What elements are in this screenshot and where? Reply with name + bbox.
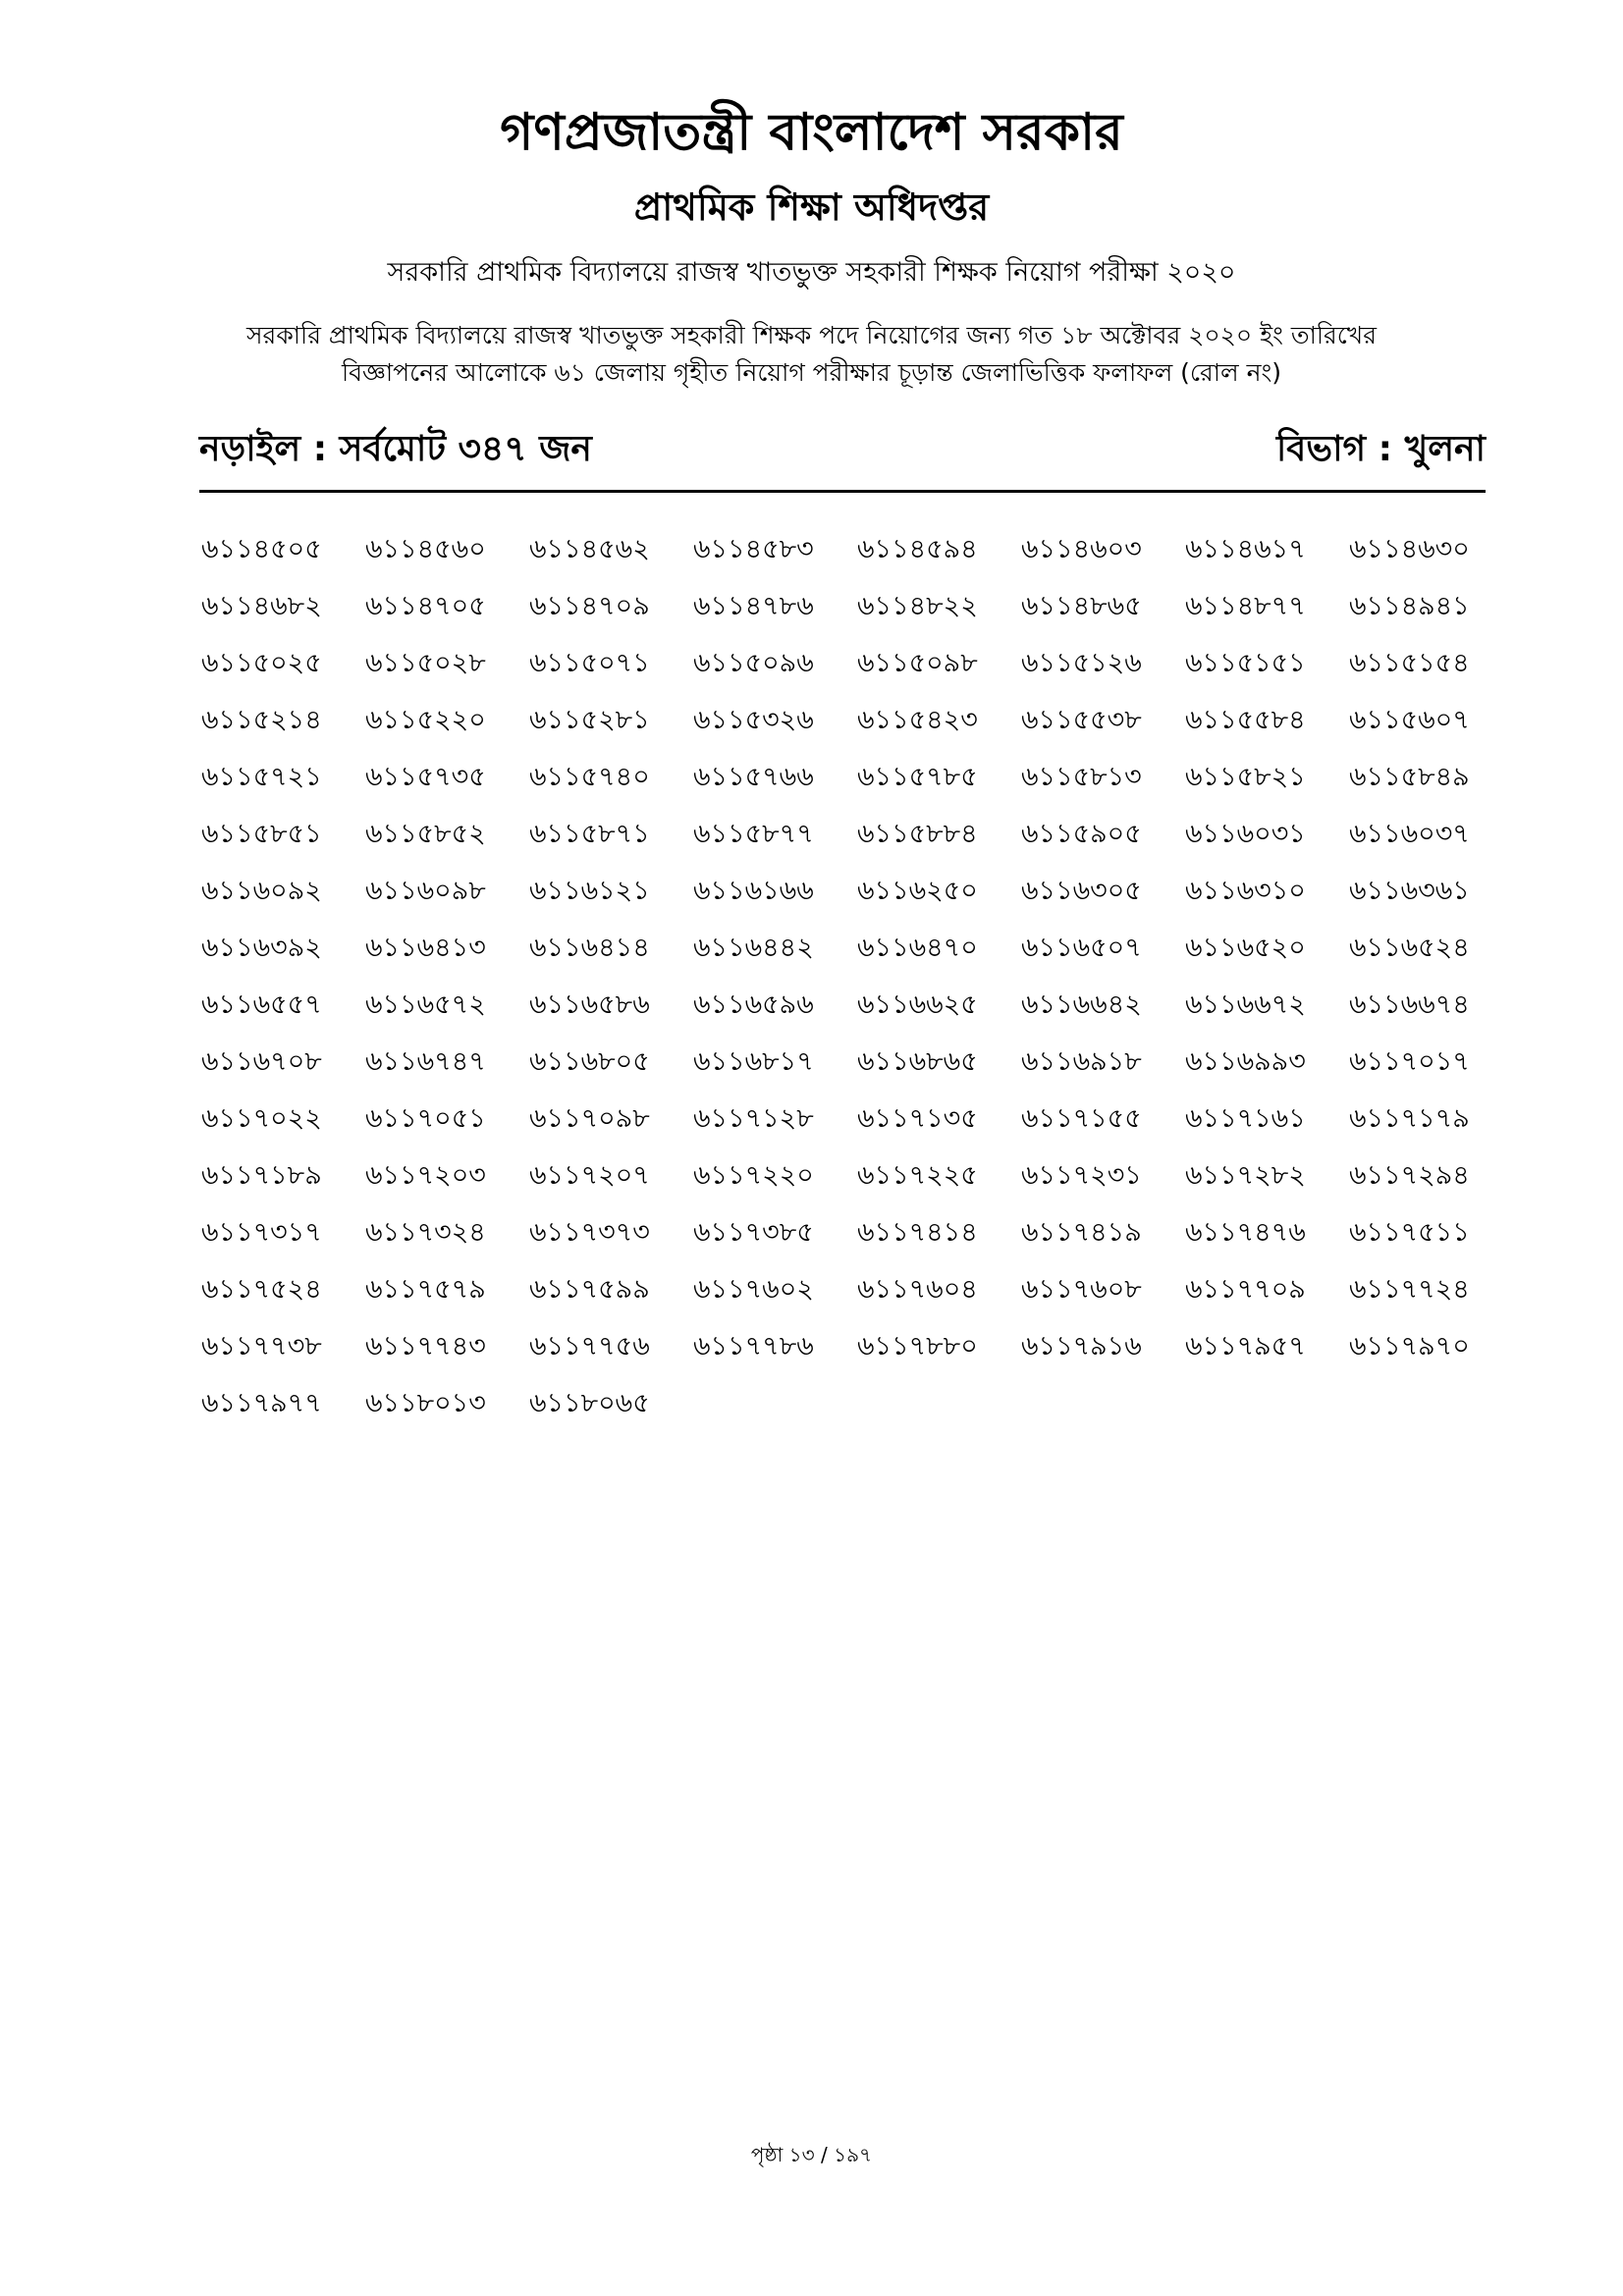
government-title: গণপ্রজাতন্ত্রী বাংলাদেশ সরকার [500,103,1123,162]
roll-number: ৬১১৪৫৯৪ [857,534,978,564]
roll-number: ৬১১৬৪৭০ [857,933,978,963]
roll-number: ৬১১৬৫৫৭ [201,989,322,1020]
roll-number: ৬১১৭৩২৪ [365,1217,486,1248]
roll-number: ৬১১৭৭৩৮ [201,1331,322,1362]
roll-number: ৬১১৬৬৭২ [1185,989,1306,1020]
roll-number: ৬১১৪৬০৩ [1021,534,1142,564]
roll-number: ৬১১৭১৩৫ [857,1103,978,1134]
roll-number: ৬১১৫৮৫২ [365,819,486,849]
roll-number: ৬১১৬৫০৭ [1021,933,1142,963]
roll-number: ৬১১৬৩১০ [1185,876,1306,906]
roll-number: ৬১১৬৬২৫ [857,989,978,1020]
roll-number: ৬১১৫৭২১ [201,762,322,792]
roll-number: ৬১১৭১২৮ [693,1103,814,1134]
header-divider [199,490,1486,493]
roll-number: ৬১১৪৮৭৭ [1185,591,1306,621]
division-name: বিভাগ : খুলনা [1275,429,1486,469]
roll-number: ৬১১৫৬০৭ [1349,705,1470,735]
roll-number: ৬১১৬৮৬৫ [857,1046,978,1077]
roll-number: ৬১১৬৭৪৭ [365,1046,486,1077]
roll-number: ৬১১৭১৬১ [1185,1103,1306,1134]
roll-number: ৬১১৬৯৯৩ [1185,1046,1306,1077]
roll-number: ৬১১৫৮২১ [1185,762,1306,792]
roll-number: ৬১১৫৮৮৪ [857,819,978,849]
roll-number: ৬১১৬০৩১ [1185,819,1306,849]
roll-number: ৬১১৬৩৯২ [201,933,322,963]
roll-number: ৬১১৫১২৬ [1021,648,1142,678]
roll-number: ৬১১৪৬৩০ [1349,534,1470,564]
roll-number: ৬১১৫০৯৬ [693,648,814,678]
roll-number: ৬১১৬৪১৪ [529,933,650,963]
roll-number: ৬১১৬০৯২ [201,876,322,906]
roll-number: ৬১১৭৫১১ [1349,1217,1470,1248]
roll-number: ৬১১৫৭৪০ [529,762,650,792]
roll-number: ৬১১৭৯১৬ [1021,1331,1142,1362]
roll-number: ৬১১৭২২৫ [857,1160,978,1191]
roll-number: ৬১১৬১২১ [529,876,650,906]
roll-number: ৬১১৬৩০৫ [1021,876,1142,906]
roll-number: ৬১১৭৭৪৩ [365,1331,486,1362]
roll-number: ৬১১৬৫২০ [1185,933,1306,963]
roll-number: ৬১১৬৫২৪ [1349,933,1470,963]
roll-number: ৬১১৭২২০ [693,1160,814,1191]
roll-number: ৬১১৭০২২ [201,1103,322,1134]
roll-number: ৬১১৭৫৭৯ [365,1274,486,1305]
roll-number: ৬১১৬৮০৫ [529,1046,650,1077]
roll-number: ৬১১৪৯৪১ [1349,591,1470,621]
roll-number: ৬১১৫০২৫ [201,648,322,678]
roll-number: ৬১১৭৪৭৬ [1185,1217,1306,1248]
roll-number: ৬১১৪৫৬২ [529,534,650,564]
roll-number: ৬১১৮০৬৫ [529,1388,650,1418]
roll-number: ৬১১৪৫০৫ [201,534,322,564]
roll-number: ৬১১৬৯১৮ [1021,1046,1142,1077]
roll-number: ৬১১৭২০৭ [529,1160,650,1191]
description-line-1: সরকারি প্রাথমিক বিদ্যালয়ে রাজস্ব খাতভুক্ত সহকারী শিক্ষক পদে নিয়োগের জন্য গত ১৮ অক্টোবর ২০২০ ইং তারিখের [246,321,1377,349]
roll-number: ৬১১৭৬০৪ [857,1274,978,1305]
description-line-2: বিজ্ঞাপনের আলোকে ৬১ জেলায় গৃহীত নিয়োগ পরীক্ষার চূড়ান্ত জেলাভিত্তিক ফলাফল (রোল নং) [341,358,1282,387]
roll-number: ৬১১৭১৭৯ [1349,1103,1470,1134]
roll-number: ৬১১৫৭৮৫ [857,762,978,792]
district-total: নড়াইল : সর্বমোট ৩৪৭ জন [199,429,592,469]
roll-number: ৬১১৫২২০ [365,705,486,735]
roll-number: ৬১১৬৫৮৬ [529,989,650,1020]
roll-number: ৬১১৬৬৪২ [1021,989,1142,1020]
roll-number: ৬১১৭২৮২ [1185,1160,1306,1191]
roll-number: ৬১১৬১৬৬ [693,876,814,906]
result-description [147,317,1476,392]
roll-number: ৬১১৫৮৭৭ [693,819,814,849]
roll-number: ৬১১৬২৫০ [857,876,978,906]
district-section-header [199,422,1486,481]
roll-number: ৬১১৫০৯৮ [857,648,978,678]
roll-number: ৬১১৭৫৯৯ [529,1274,650,1305]
roll-number: ৬১১৪৫৮৩ [693,534,814,564]
roll-number: ৬১১৬৭০৮ [201,1046,322,1077]
roll-number: ৬১১৫৮৭১ [529,819,650,849]
roll-number-grid [201,530,1488,1441]
roll-number: ৬১১৪৬৮২ [201,591,322,621]
roll-number: ৬১১৭৪১৪ [857,1217,978,1248]
roll-number: ৬১১৭২৯৪ [1349,1160,1470,1191]
roll-number: ৬১১৭৩৭৩ [529,1217,650,1248]
roll-number: ৬১১৭৭০৯ [1185,1274,1306,1305]
roll-number: ৬১১৭৩১৭ [201,1217,322,1248]
roll-number: ৬১১৪৭০৯ [529,591,650,621]
roll-number: ৬১১৬৬৭৪ [1349,989,1470,1020]
roll-number: ৬১১৫৫৩৮ [1021,705,1142,735]
roll-number: ৬১১৫২৮১ [529,705,650,735]
exam-title: সরকারি প্রাথমিক বিদ্যালয়ে রাজস্ব খাতভুক্ত সহকারী শিক্ষক নিয়োগ পরীক্ষা ২০২০ [387,257,1236,288]
roll-number: ৬১১৬০৯৮ [365,876,486,906]
roll-number: ৬১১৬৫৯৬ [693,989,814,1020]
roll-number: ৬১১৬৪১৩ [365,933,486,963]
roll-number: ৬১১৭০১৭ [1349,1046,1470,1077]
roll-number: ৬১১৭৭২৪ [1349,1274,1470,1305]
roll-number: ৬১১৪৫৬০ [365,534,486,564]
roll-number: ৬১১৭৫২৪ [201,1274,322,1305]
roll-number: ৬১১৭৮৮০ [857,1331,978,1362]
roll-number: ৬১১৭৪১৯ [1021,1217,1142,1248]
roll-number: ৬১১৭২৩১ [1021,1160,1142,1191]
roll-number: ৬১১৫৭৬৬ [693,762,814,792]
roll-number: ৬১১৮০১৩ [365,1388,486,1418]
roll-number: ৬১১৫২১৪ [201,705,322,735]
roll-number: ৬১১৬৫৭২ [365,989,486,1020]
roll-number: ৬১১৬৩৬১ [1349,876,1470,906]
roll-number: ৬১১৭৩৮৫ [693,1217,814,1248]
roll-number: ৬১১৫০৭১ [529,648,650,678]
roll-number: ৬১১৭৭৮৬ [693,1331,814,1362]
roll-number: ৬১১৫৮৫১ [201,819,322,849]
roll-number: ৬১১৭০৫১ [365,1103,486,1134]
roll-number: ৬১১৭৭৫৬ [529,1331,650,1362]
roll-number: ৬১১৫১৫১ [1185,648,1306,678]
roll-number: ৬১১৫৮৪৯ [1349,762,1470,792]
roll-number: ৬১১৪৭৮৬ [693,591,814,621]
roll-number: ৬১১৭০৯৮ [529,1103,650,1134]
roll-number: ৬১১৫৯০৫ [1021,819,1142,849]
roll-number: ৬১১৪৮২২ [857,591,978,621]
department-title: প্রাথমিক শিক্ষা অধিদপ্তর [633,186,990,229]
roll-number: ৬১১৭১৫৫ [1021,1103,1142,1134]
roll-number: ৬১১৫৭৩৫ [365,762,486,792]
roll-number: ৬১১৫৩২৬ [693,705,814,735]
roll-number: ৬১১৪৭০৫ [365,591,486,621]
roll-number: ৬১১৬৮১৭ [693,1046,814,1077]
roll-number: ৬১১৫৮১৩ [1021,762,1142,792]
roll-number: ৬১১৭১৮৯ [201,1160,322,1191]
roll-number: ৬১১৫৫৮৪ [1185,705,1306,735]
roll-number: ৬১১৫৪২৩ [857,705,978,735]
roll-number: ৬১১৭৬০২ [693,1274,814,1305]
roll-number: ৬১১৭৯৭০ [1349,1331,1470,1362]
roll-number: ৬১১৫০২৮ [365,648,486,678]
roll-number: ৬১১৭৯৫৭ [1185,1331,1306,1362]
roll-number: ৬১১৭২০৩ [365,1160,486,1191]
roll-number: ৬১১৪৮৬৫ [1021,591,1142,621]
roll-number: ৬১১৬৪৪২ [693,933,814,963]
roll-number: ৬১১৭৯৭৭ [201,1388,322,1418]
page-number: পৃষ্ঠা ১৩ / ১৯৭ [750,2143,873,2166]
roll-number: ৬১১৫১৫৪ [1349,648,1470,678]
roll-number: ৬১১৬০৩৭ [1349,819,1470,849]
roll-number: ৬১১৪৬১৭ [1185,534,1306,564]
roll-number: ৬১১৭৬০৮ [1021,1274,1142,1305]
